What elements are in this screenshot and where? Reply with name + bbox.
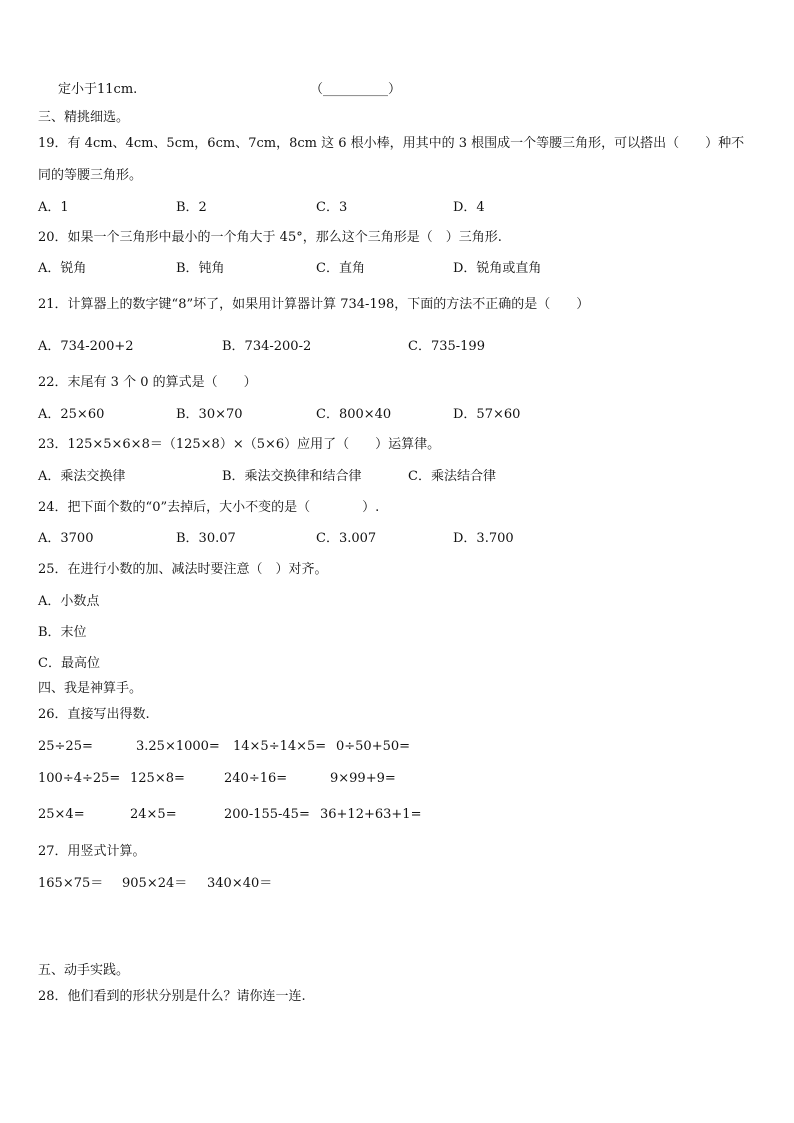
section-5-heading: 五、动手实践。 bbox=[38, 963, 130, 978]
q22-option-c: C．800×40 bbox=[316, 407, 392, 422]
q24-option-c: C．3.007 bbox=[316, 531, 377, 546]
q24-option-a: A．3700 bbox=[38, 531, 94, 546]
q20-option-a: A．锐角 bbox=[38, 261, 87, 276]
answer-blank: （__________） bbox=[310, 82, 402, 97]
q26-item: 200-155-45= bbox=[224, 807, 310, 822]
q19-option-c: C．3 bbox=[316, 200, 348, 215]
q26-item: 25÷25= bbox=[38, 739, 93, 754]
question-18-tail: 定小于11cm. bbox=[58, 82, 138, 97]
q22-option-b: B．30×70 bbox=[176, 407, 243, 422]
q22-option-a: A．25×60 bbox=[38, 407, 105, 422]
q23-option-b: B．乘法交换律和结合律 bbox=[222, 469, 362, 484]
q24-option-b: B．30.07 bbox=[176, 531, 236, 546]
q25-option-b: B．末位 bbox=[38, 625, 87, 640]
question-27: 27．用竖式计算。 bbox=[38, 844, 146, 859]
q19-option-b: B．2 bbox=[176, 200, 207, 215]
q21-option-a: A．734-200+2 bbox=[38, 339, 134, 354]
q21-option-c: C．735-199 bbox=[408, 339, 485, 354]
q20-option-b: B．钝角 bbox=[176, 261, 225, 276]
question-26: 26．直接写出得数. bbox=[38, 707, 150, 722]
section-3-heading: 三、精挑细选。 bbox=[38, 110, 130, 125]
q26-item: 25×4= bbox=[38, 807, 85, 822]
question-28: 28．他们看到的形状分别是什么？请你连一连. bbox=[38, 989, 306, 1004]
q27-item: 165×75＝ bbox=[38, 876, 104, 891]
q26-item: 240÷16= bbox=[224, 771, 288, 786]
q24-option-d: D．3.700 bbox=[453, 531, 514, 546]
q25-option-c: C．最高位 bbox=[38, 656, 100, 671]
q27-item: 905×24＝ bbox=[122, 876, 188, 891]
question-21: 21．计算器上的数字键“8”坏了，如果用计算器计算 734-198，下面的方法不正确的是（ ） bbox=[38, 297, 590, 312]
question-19-line1: 19．有 4cm、4cm、5cm，6cm、7cm，8cm 这 6 根小棒，用其中的 3 根围成一个等腰三角形，可以搭出（ ）种不 bbox=[38, 136, 745, 151]
question-23: 23．125×5×6×8＝（125×8）×（5×6）应用了（ ）运算律。 bbox=[38, 437, 441, 452]
q26-item: 125×8= bbox=[130, 771, 185, 786]
q26-item: 3.25×1000= bbox=[136, 739, 220, 754]
q26-item: 100÷4÷25= bbox=[38, 771, 121, 786]
question-24: 24．把下面个数的“0”去掉后，大小不变的是（ ）. bbox=[38, 500, 380, 515]
q26-item: 9×99+9= bbox=[330, 771, 396, 786]
q21-option-b: B．734-200-2 bbox=[222, 339, 312, 354]
q19-option-a: A．1 bbox=[38, 200, 69, 215]
q20-option-c: C．直角 bbox=[316, 261, 365, 276]
question-20: 20．如果一个三角形中最小的一个角大于 45°，那么这个三角形是（ ）三角形. bbox=[38, 230, 502, 245]
q26-item: 14×5÷14×5= bbox=[233, 739, 327, 754]
q26-item: 24×5= bbox=[130, 807, 177, 822]
section-4-heading: 四、我是神算手。 bbox=[38, 681, 143, 696]
question-19-line2: 同的等腰三角形。 bbox=[38, 168, 143, 183]
q23-option-c: C．乘法结合律 bbox=[408, 469, 496, 484]
q26-item: 36+12+63+1= bbox=[320, 807, 422, 822]
q25-option-a: A．小数点 bbox=[38, 594, 100, 609]
question-22: 22．末尾有 3 个 0 的算式是（ ） bbox=[38, 375, 257, 390]
q22-option-d: D．57×60 bbox=[453, 407, 521, 422]
question-25: 25．在进行小数的加、减法时要注意（ ）对齐。 bbox=[38, 562, 328, 577]
q23-option-a: A．乘法交换律 bbox=[38, 469, 126, 484]
q27-item: 340×40＝ bbox=[207, 876, 273, 891]
q26-item: 0÷50+50= bbox=[336, 739, 411, 754]
q20-option-d: D．锐角或直角 bbox=[453, 261, 542, 276]
q19-option-d: D．4 bbox=[453, 200, 485, 215]
